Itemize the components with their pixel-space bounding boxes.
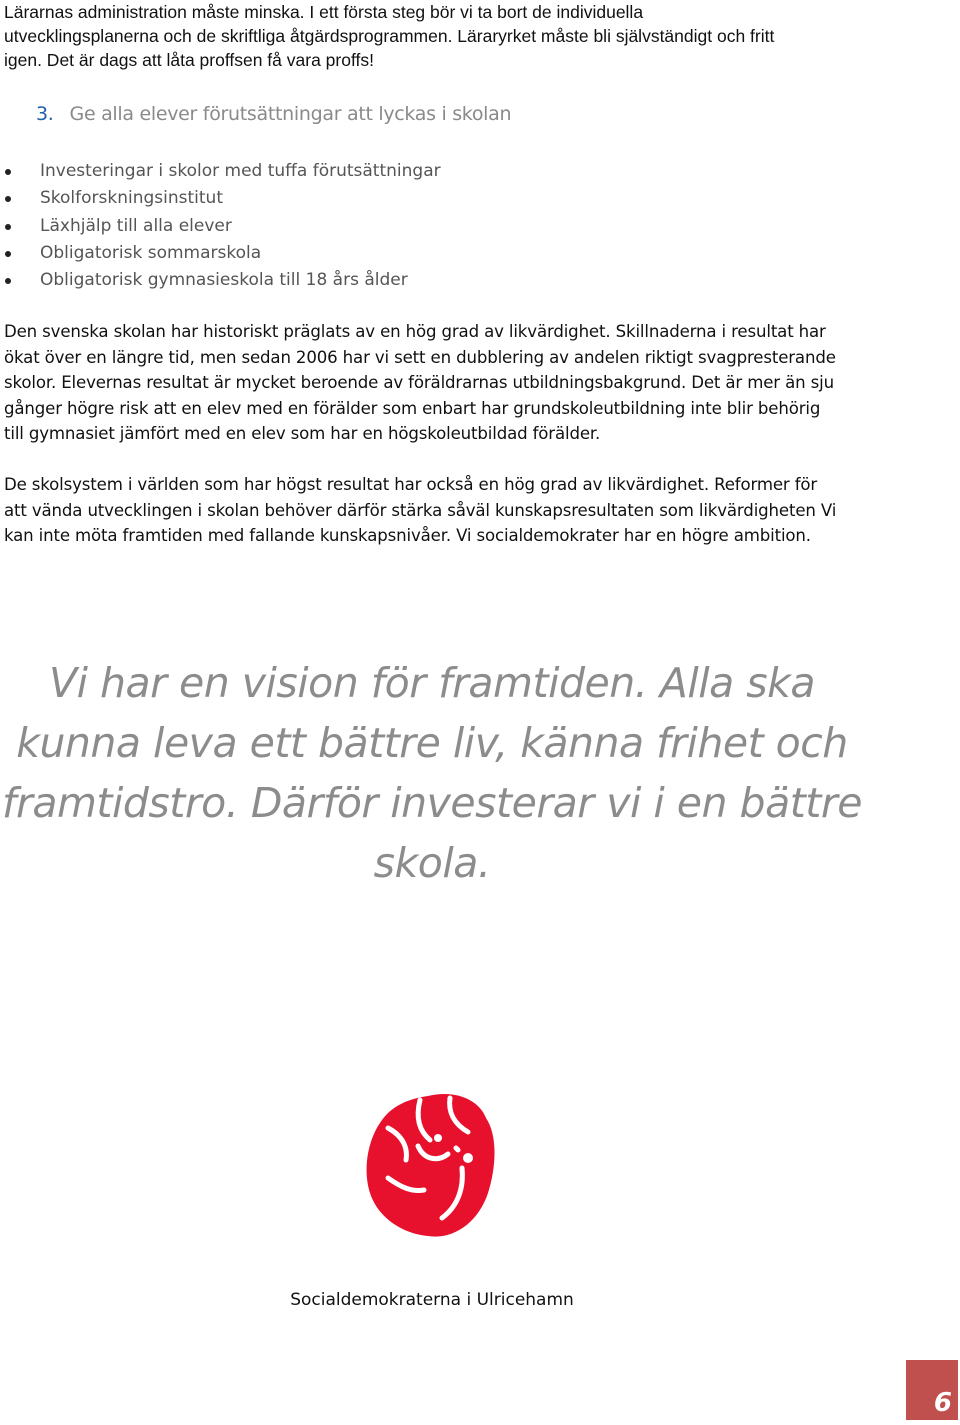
list-item-text: Investeringar i skolor med tuffa förutsättningar bbox=[40, 161, 441, 181]
list-item-text: Obligatorisk gymnasieskola till 18 års ålder bbox=[40, 270, 408, 291]
vision-statement bbox=[0, 653, 864, 893]
list-item-text: Läxhjälp till alla elever bbox=[40, 215, 232, 236]
footer-organization: Socialdemokraterna i Ulricehamn bbox=[290, 1290, 574, 1310]
page-number: 6 bbox=[933, 1388, 952, 1418]
paragraph-line: Den svenska skolan har historiskt präglats av en hög grad av likvärdighet. Skillnaderna i resultat har bbox=[4, 322, 826, 341]
list-item-text: Skolforskningsinstitut bbox=[40, 188, 223, 209]
list-item-text: Obligatorisk sommarskola bbox=[40, 242, 262, 263]
bullet-icon bbox=[5, 224, 11, 230]
list-item bbox=[0, 186, 441, 213]
paragraph-line: ökat över en längre tid, men sedan 2006 har vi sett en dubblering av andelen riktigt svagpresterande bbox=[4, 347, 836, 367]
vision-line: skola. bbox=[373, 839, 491, 887]
vision-line: kunna leva ett bättre liv, känna frihet och bbox=[16, 719, 848, 767]
bullet-icon bbox=[5, 196, 11, 202]
intro-line: Lärarnas administration måste minska. I ett första steg bör vi ta bort de individuella bbox=[4, 2, 644, 22]
list-item bbox=[0, 268, 441, 295]
paragraph-line: kan inte möta framtiden med fallande kunskapsnivåer. Vi socialdemokrater har en högre ambition. bbox=[4, 526, 811, 546]
paragraph-line: gånger högre risk att en elev med en förälder som enbart har grundskoleutbildning inte blir behörig bbox=[4, 398, 821, 418]
paragraph-line: De skolsystem i världen som har högst resultat har också en hög grad av likvärdighet. Reformer för bbox=[4, 475, 818, 494]
paragraph-line: till gymnasiet jämfört med en elev som har en högskoleutbildad förälder. bbox=[4, 424, 601, 444]
paragraph-line: att vända utvecklingen i skolan behöver därför stärka såväl kunskapsresultaten som likvärdigheten Vi bbox=[4, 500, 837, 520]
list-item bbox=[0, 214, 441, 241]
paragraph-reforms bbox=[4, 472, 954, 549]
bullet-icon bbox=[5, 169, 11, 175]
section-heading bbox=[36, 103, 511, 125]
section-title: Ge alla elever förutsättningar att lyckas i skolan bbox=[69, 103, 512, 125]
socialdemokraterna-rose-logo-icon bbox=[358, 1088, 508, 1248]
bullet-icon bbox=[5, 278, 11, 284]
vision-line: Vi har en vision för framtiden. Alla ska bbox=[49, 659, 815, 707]
intro-paragraph bbox=[4, 0, 944, 72]
bullet-list bbox=[0, 159, 441, 295]
intro-line: utvecklingsplanerna och de skriftliga åtgärdsprogrammen. Läraryrket måste bli självständigt och fritt bbox=[4, 26, 775, 46]
paragraph-equity bbox=[4, 319, 954, 447]
list-item bbox=[0, 159, 441, 186]
vision-line: framtidstro. Därför investerar vi i en bättre bbox=[2, 779, 862, 827]
section-number: 3. bbox=[36, 103, 54, 125]
page-number-box bbox=[906, 1360, 958, 1420]
paragraph-line: skolor. Elevernas resultat är mycket beroende av föräldrarnas utbildningsbakgrund. Det är mer än sju bbox=[4, 373, 834, 393]
list-item bbox=[0, 241, 441, 268]
bullet-icon bbox=[5, 251, 11, 257]
intro-line: igen. Det är dags att låta proffsen få vara proffs! bbox=[4, 50, 374, 70]
